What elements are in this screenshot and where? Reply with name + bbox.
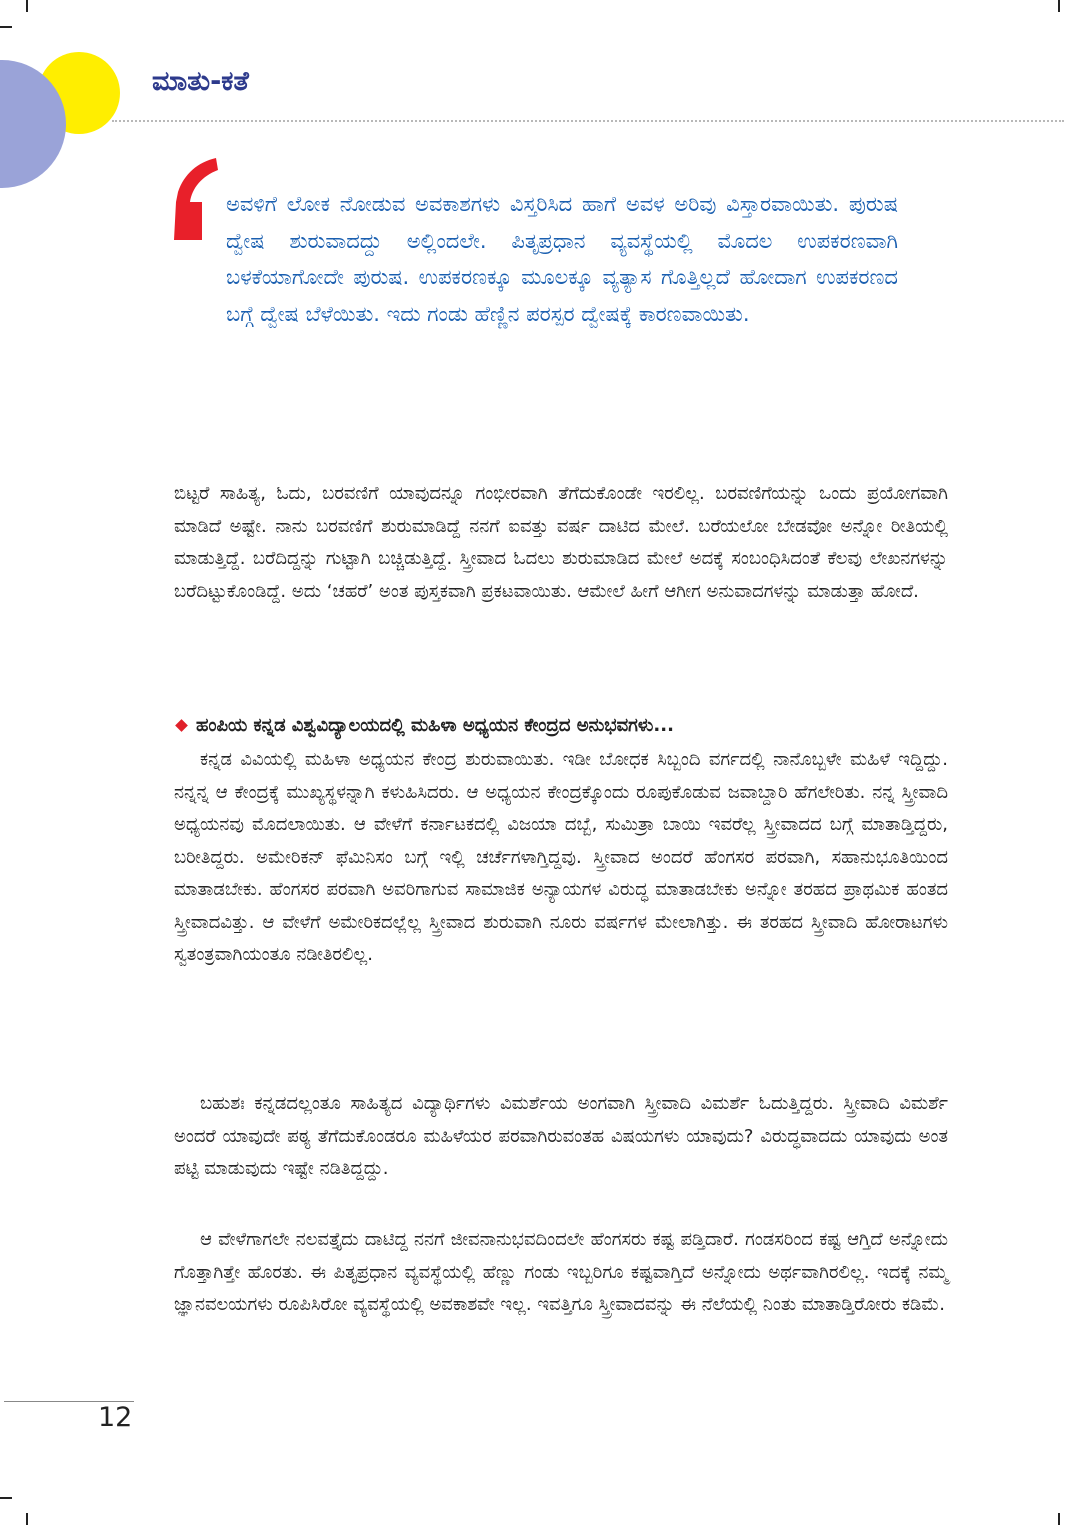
crop-mark xyxy=(0,1497,12,1499)
crop-mark xyxy=(26,0,28,12)
crop-mark xyxy=(1058,0,1060,12)
crop-mark xyxy=(0,26,12,28)
quote-mark-icon xyxy=(172,158,218,240)
section-title: ಮಾತು-ಕತೆ xyxy=(152,66,249,97)
diamond-bullet-icon xyxy=(175,719,188,732)
page-number: 12 xyxy=(98,1402,133,1433)
crop-mark xyxy=(26,1513,28,1525)
body-paragraph: ಕನ್ನಡ ವಿವಿಯಲ್ಲಿ ಮಹಿಳಾ ಅಧ್ಯಯನ ಕೇಂದ್ರ ಶುರುವಾಯಿತು. ಇಡೀ ಬೋಧಕ ಸಿಬ್ಬಂದಿ ವರ್ಗದಲ್ಲಿ ನಾನೊಬ್ಬಳೇ ಮಹಿಳೆ ಇದ್ದಿದ್ದು. ನನ್ನನ್ನ ಆ ಕೇಂದ್ರಕ್ಕೆ ಮುಖ್ಯಸ್ಥಳನ್ನಾಗಿ ಕಳುಹಿಸಿದರು. ಆ ಅಧ್ಯಯನ ಕೇಂದ್ರಕ್ಕೊಂದು ರೂಪುಕೊಡುವ ಜವಾಬ್ದಾರಿ ಹೆಗಲೇರಿತು. ನನ್ನ ಸ್ತ್ರೀವಾದಿ ಅಧ್ಯಯನವು ಮೊದಲಾಯಿತು. ಆ ವೇಳೆಗೆ ಕರ್ನಾಟಕದಲ್ಲಿ ವಿಜಯಾ ದಬ್ಬೆ, ಸುಮಿತ್ರಾ ಬಾಯಿ ಇವರೆಲ್ಲ ಸ್ತ್ರೀವಾದದ ಬಗ್ಗೆ ಮಾತಾಡ್ತಿದ್ದರು, ಬರೀತಿದ್ದರು. ಅಮೇರಿಕನ್ ಫೆಮಿನಿಸಂ ಬಗ್ಗೆ ಇಲ್ಲಿ ಚರ್ಚೆಗಳಾಗ್ತಿದ್ದವು. ಸ್ತ್ರೀವಾದ ಅಂದರೆ ಹೆಂಗಸರ ಪರವಾಗಿ, ಸಹಾನುಭೂತಿಯಿಂದ ಮಾತಾಡಬೇಕು. ಹೆಂಗಸರ ಪರವಾಗಿ ಅವರಿಗಾಗುವ ಸಾಮಾಜಿಕ ಅನ್ಯಾಯಗಳ ವಿರುದ್ಧ ಮಾತಾಡಬೇಕು ಅನ್ನೋ ತರಹದ ಪ್ರಾಥಮಿಕ ಹಂತದ ಸ್ತ್ರೀವಾದವಿತ್ತು. ಆ ವೇಳೆಗೆ ಅಮೇರಿಕದಲ್ಲೆಲ್ಲ ಸ್ತ್ರೀವಾದ ಶುರುವಾಗಿ ನೂರು ವರ್ಷಗಳ ಮೇಲಾಗಿತ್ತು. ಈ ತರಹದ ಸ್ತ್ರೀವಾದಿ ಹೋರಾಟಗಳು ಸ್ವತಂತ್ರವಾಗಿಯಂತೂ ನಡೀತಿರಲಿಲ್ಲ. xyxy=(174,749,948,965)
body-paragraph: ಆ ವೇಳೆಗಾಗಲೇ ನಲವತ್ತೈದು ದಾಟಿದ್ದ ನನಗೆ ಜೀವನಾನುಭವದಿಂದಲೇ ಹೆಂಗಸರು ಕಷ್ಟ ಪಡ್ತಿದಾರೆ. ಗಂಡಸರಿಂದ ಕಷ್ಟ ಆಗ್ತಿದೆ ಅನ್ನೋದು ಗೊತ್ತಾಗಿತ್ತೇ ಹೊರತು. ಈ ಪಿತೃಪ್ರಧಾನ ವ್ಯವಸ್ಥೆಯಲ್ಲಿ ಹೆಣ್ಣು ಗಂಡು ಇಬ್ಬರಿಗೂ ಕಷ್ಟವಾಗ್ತಿದೆ ಅನ್ನೋದು ಅರ್ಥವಾಗಿರಲಿಲ್ಲ. ಇದಕ್ಕೆ ನಮ್ಮ ಜ್ಞಾನವಲಯಗಳು ರೂಪಿಸಿರೋ ವ್ಯವಸ್ಥೆಯಲ್ಲಿ ಅವಕಾಶವೇ ಇಲ್ಲ. ಇವತ್ತಿಗೂ ಸ್ತ್ರೀವಾದವನ್ನು ಈ ನೆಲೆಯಲ್ಲಿ ನಿಂತು ಮಾತಾಡ್ತಿರೋರು ಕಡಿಮೆ. xyxy=(174,1229,948,1315)
pull-quote: ಅವಳಿಗೆ ಲೋಕ ನೋಡುವ ಅವಕಾಶಗಳು ವಿಸ್ತರಿಸಿದ ಹಾಗೆ ಅವಳ ಅರಿವು ವಿಸ್ತಾರವಾಯಿತು. ಪುರುಷ ದ್ವೇಷ ಶುರುವಾದದ್ದು ಅಲ್ಲಿಂದಲೇ. ಪಿತೃಪ್ರಧಾನ ವ್ಯವಸ್ಥೆಯಲ್ಲಿ ಮೊದಲ ಉಪಕರಣವಾಗಿ ಬಳಕೆಯಾಗೋದೇ ಪುರುಷ. ಉಪಕರಣಕ್ಕೂ ಮೂಲಕ್ಕೂ ವ್ಯತ್ಯಾಸ ಗೊತ್ತಿಲ್ಲದೆ ಹೋದಾಗ ಉಪಕರಣದ ಬಗ್ಗೆ ದ್ವೇಷ ಬೆಳೆಯಿತು. ಇದು ಗಂಡು ಹೆಣ್ಣಿನ ಪರಸ್ಪರ ದ್ವೇಷಕ್ಕೆ ಕಾರಣವಾಯಿತು. xyxy=(226,192,898,326)
crop-mark xyxy=(1058,1513,1060,1525)
subheading xyxy=(174,710,674,742)
body-paragraph: ಬಿಟ್ಟರೆ ಸಾಹಿತ್ಯ, ಓದು, ಬರವಣಿಗೆ ಯಾವುದನ್ನೂ ಗಂಭೀರವಾಗಿ ತೆಗೆದುಕೊಂಡೇ ಇರಲಿಲ್ಲ. ಬರವಣಿಗೆಯನ್ನು ಒಂದು ಪ್ರಯೋಗವಾಗಿ ಮಾಡಿದೆ ಅಷ್ಟೇ. ನಾನು ಬರವಣಿಗೆ ಶುರುಮಾಡಿದ್ದೆ ನನಗೆ ಐವತ್ತು ವರ್ಷ ದಾಟಿದ ಮೇಲೆ. ಬರೆಯಲೋ ಬೇಡವೋ ಅನ್ನೋ ರೀತಿಯಲ್ಲಿ ಮಾಡುತ್ತಿದ್ದೆ. ಬರೆದಿದ್ದನ್ನು ಗುಟ್ಟಾಗಿ ಬಚ್ಚಿಡುತ್ತಿದ್ದೆ. ಸ್ತ್ರೀವಾದ ಓದಲು ಶುರುಮಾಡಿದ ಮೇಲೆ ಅದಕ್ಕೆ ಸಂಬಂಧಿಸಿದಂತೆ ಕೆಲವು ಲೇಖನಗಳನ್ನು ಬರೆದಿಟ್ಟುಕೊಂಡಿದ್ದೆ. ಅದು ‘ಚಹರೆ’ ಅಂತ ಪುಸ್ತಕವಾಗಿ ಪ್ರಕಟವಾಯಿತು. ಆಮೇಲೆ ಹೀಗೆ ಆಗೀಗ ಅನುವಾದಗಳನ್ನು ಮಾಡುತ್ತಾ ಹೋದೆ. xyxy=(174,483,948,602)
header-divider xyxy=(112,120,1064,122)
body-paragraph: ಬಹುಶಃ ಕನ್ನಡದಲ್ಲಂತೂ ಸಾಹಿತ್ಯದ ವಿದ್ಯಾರ್ಥಿಗಳು ವಿಮರ್ಶೆಯ ಅಂಗವಾಗಿ ಸ್ತ್ರೀವಾದಿ ವಿಮರ್ಶೆ ಓದುತ್ತಿದ್ದರು. ಸ್ತ್ರೀವಾದಿ ವಿಮರ್ಶೆ ಅಂದರೆ ಯಾವುದೇ ಪಠ್ಯ ತೆಗೆದುಕೊಂಡರೂ ಮಹಿಳೆಯರ ಪರವಾಗಿರುವಂತಹ ವಿಷಯಗಳು ಯಾವುದು? ವಿರುದ್ಧವಾದದು ಯಾವುದು ಅಂತ ಪಟ್ಟಿ ಮಾಡುವುದು ಇಷ್ಟೇ ನಡಿತಿದ್ದದ್ದು. xyxy=(174,1093,948,1179)
subheading-text: ಹಂಪಿಯ ಕನ್ನಡ ವಿಶ್ವವಿದ್ಯಾಲಯದಲ್ಲಿ ಮಹಿಳಾ ಅಧ್ಯಯನ ಕೇಂದ್ರದ ಅನುಭವಗಳು... xyxy=(196,715,674,736)
